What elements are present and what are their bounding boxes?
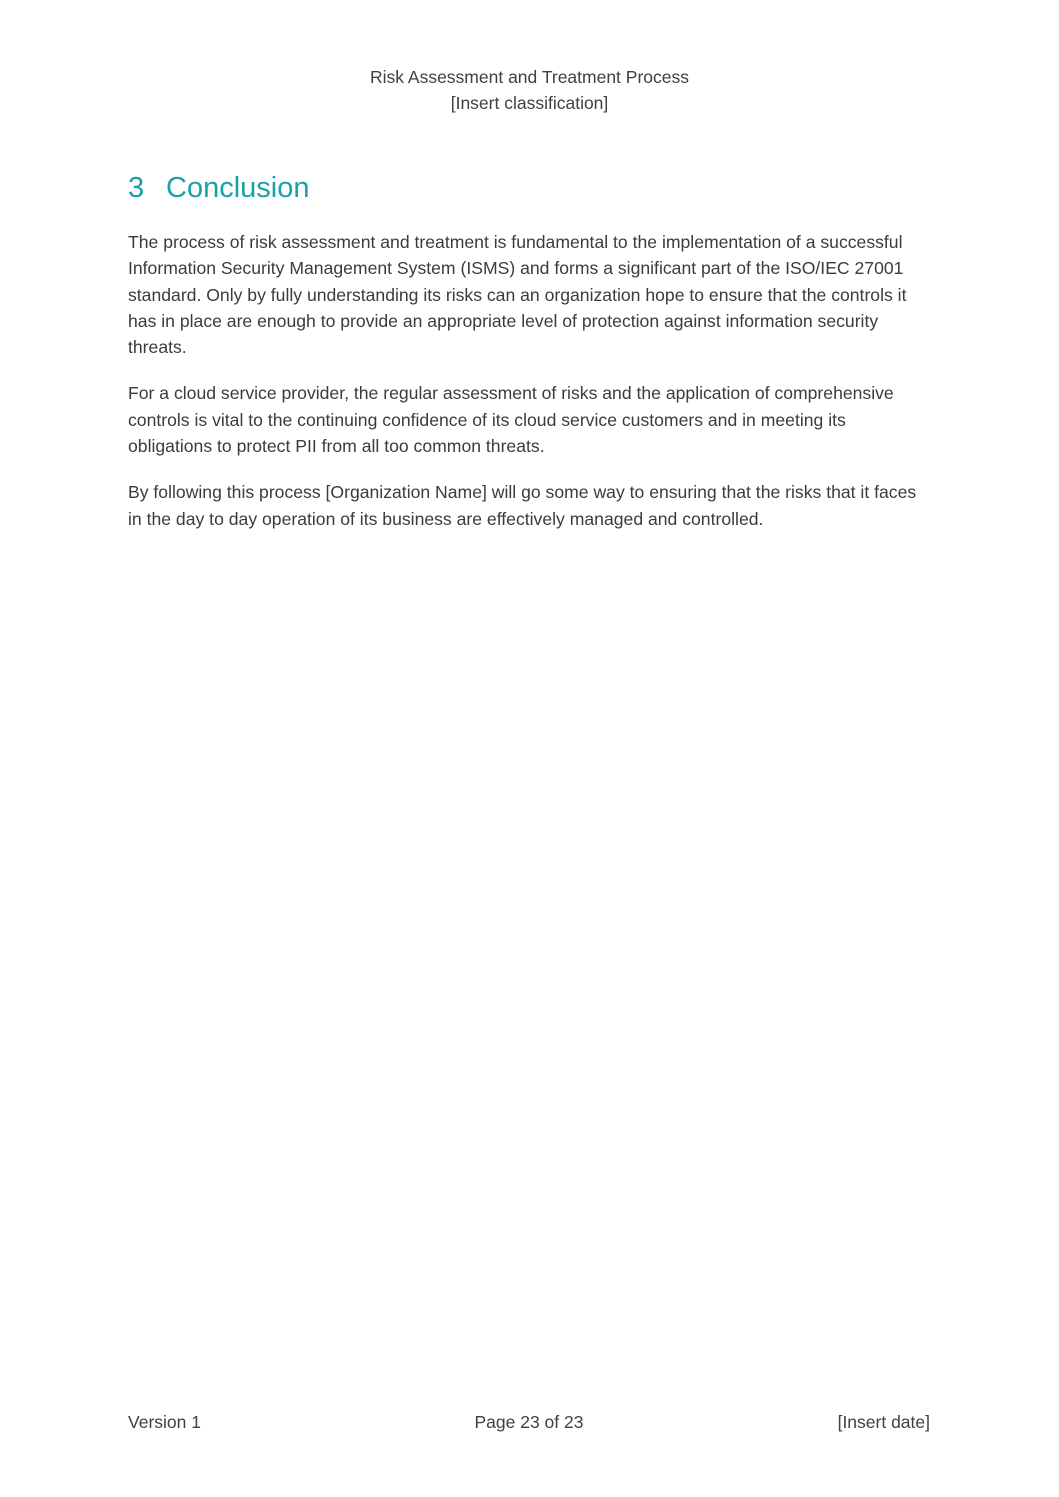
footer-version: Version 1 xyxy=(128,1412,201,1432)
footer-date: [Insert date] xyxy=(837,1412,930,1432)
header-classification: [Insert classification] xyxy=(450,93,609,113)
footer-page-number: Page 23 of 23 xyxy=(474,1412,584,1432)
paragraph-1: The process of risk assessment and treatment is fundamental to the implementation of a successful Information Security Management System (ISMS) and forms a significant part of the ISO/IEC 27001 standard. Only by fully understanding its risks can an organization hope to ensure that the controls it has in place are enough to provide an appropriate level of protection against information security threats. xyxy=(128,232,907,358)
section-heading xyxy=(128,168,309,208)
page-footer xyxy=(128,1409,930,1435)
section-number: 3 xyxy=(128,172,145,204)
page-header xyxy=(0,64,1059,116)
paragraph-3: By following this process [Organization Name] will go some way to ensuring that the risks that it faces in the day to day operation of its business are effectively managed and controlled. xyxy=(128,482,917,529)
section-title: Conclusion xyxy=(166,172,310,204)
paragraph-2: For a cloud service provider, the regular assessment of risks and the application of comprehensive controls is vital to the continuing confidence of its cloud service customers and in meeting its obligations to protect PII from all too common threats. xyxy=(128,383,894,457)
header-title: Risk Assessment and Treatment Process xyxy=(369,67,690,87)
section-body xyxy=(128,229,928,552)
